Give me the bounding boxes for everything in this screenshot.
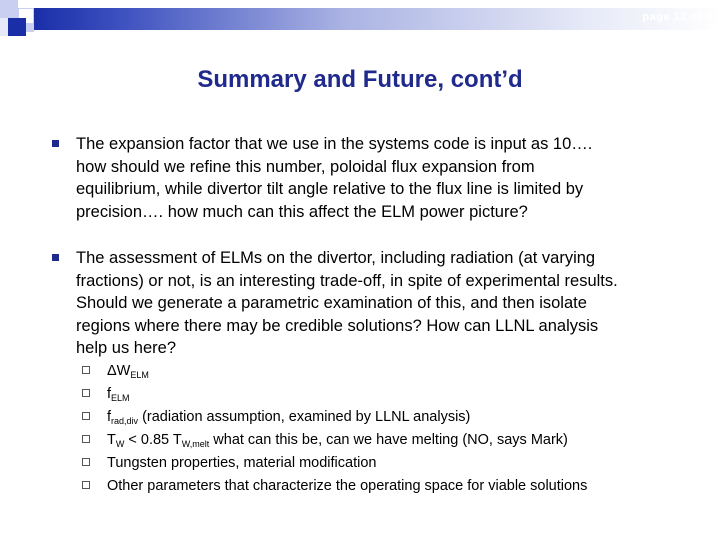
sub-bullet-text: $f_{rad,div}$ (radiation assumption, examined by LLNL analysis) — [107, 409, 471, 426]
bullet-line: how should we refine this number, poloidal flux expansion from — [76, 157, 535, 176]
decor-square — [0, 0, 18, 18]
bullet-text — [76, 247, 696, 360]
bullet-line: equilibrium, while divertor tilt angle relative to the flux line is limited by — [76, 180, 584, 198]
square-bullet-icon — [52, 254, 59, 261]
checkbox-bullet-icon — [82, 389, 90, 397]
bullet-line: precision…. how much can this affect the ELM power picture? — [76, 202, 528, 221]
checkbox-bullet-icon — [82, 435, 90, 443]
bullet-line: The assessment of ELMs on the divertor, including radiation (at varying — [76, 249, 596, 267]
bullet-line: Should we generate a parametric examination of this, and then isolate — [76, 294, 587, 312]
square-bullet-icon — [52, 140, 59, 147]
sub-bullet-text: Tungsten properties, material modification — [107, 455, 377, 471]
checkbox-bullet-icon — [82, 458, 90, 466]
header-bar — [0, 0, 720, 36]
bullet-text — [76, 133, 696, 223]
checkbox-bullet-icon — [82, 481, 90, 489]
bullet-line: help us here? — [76, 339, 176, 357]
bullet-line: fractions) or not, is an interesting trade-off, in spite of experimental results. — [76, 271, 618, 290]
page-number: page 12 of 9 — [642, 11, 712, 23]
sub-bullet-text: Other parameters that characterize the operating space for viable solutions — [107, 478, 588, 494]
sub-bullet-text: $T_W < 0.85$ $T_{W,melt}$ what can this be, can we have melting (NO, says Mark) — [107, 432, 568, 449]
sub-bullet-text: $\Delta W_{ELM}$ — [107, 363, 149, 380]
checkbox-bullet-icon — [82, 366, 90, 374]
decor-square — [8, 18, 26, 36]
bullet-line: regions where there may be credible solutions? How can LLNL analysis — [76, 316, 599, 335]
checkbox-bullet-icon — [82, 412, 90, 420]
decor-square — [0, 18, 8, 36]
slide-title: Summary and Future, cont’d — [197, 66, 523, 93]
header-gradient — [34, 8, 720, 30]
bullet-line: The expansion factor that we use in the systems code is input as 10…. — [76, 135, 593, 153]
decor-square — [26, 24, 34, 32]
sub-bullet-text: $f_{ELM}$ — [107, 386, 130, 403]
